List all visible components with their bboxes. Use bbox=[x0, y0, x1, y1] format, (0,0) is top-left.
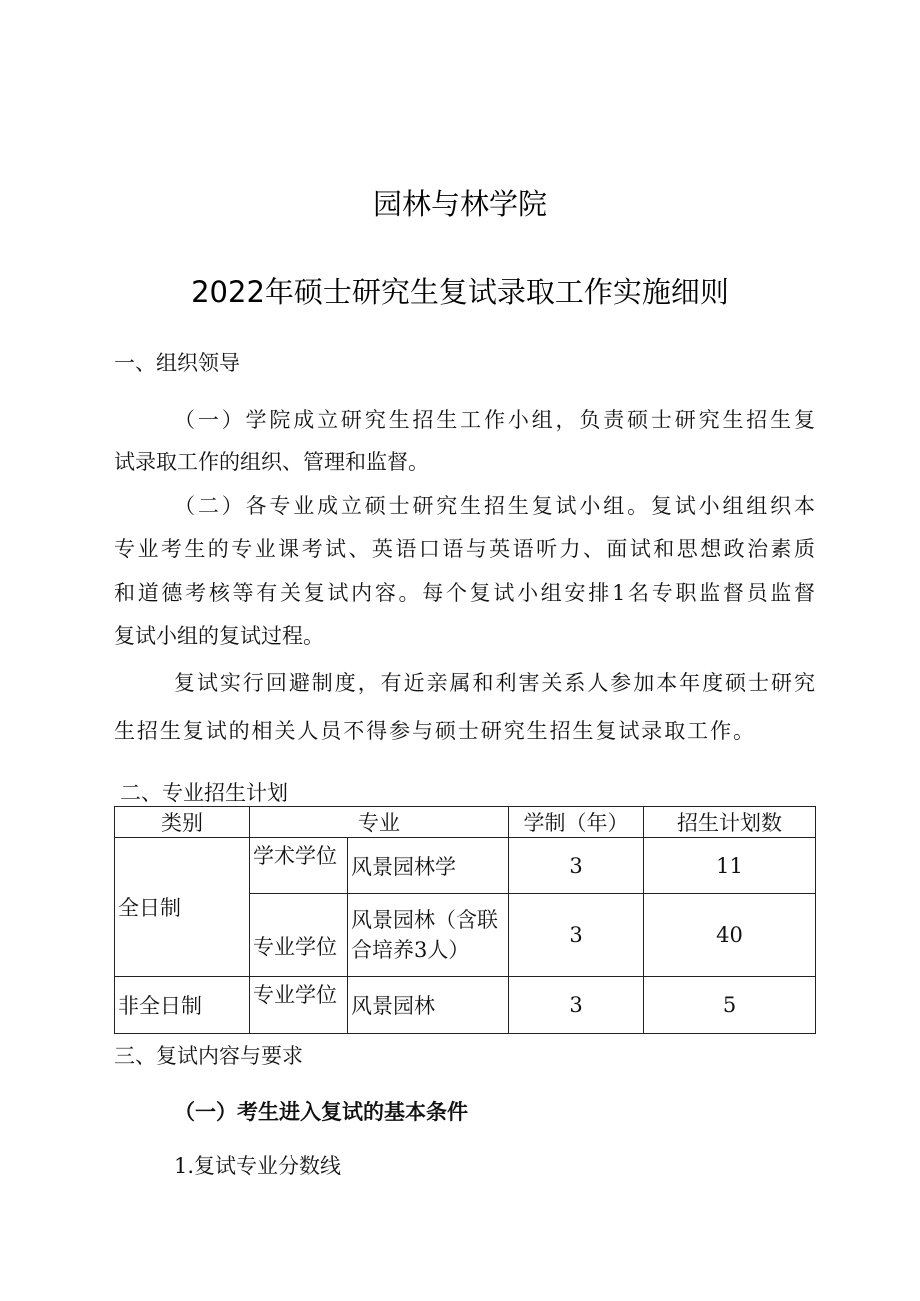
paragraph-line: （一）学院成立研究生招生工作小组，负责硕士研究生招生复 bbox=[174, 408, 815, 432]
quota-value: 11 bbox=[644, 838, 816, 894]
degree-type: 专业学位 bbox=[250, 894, 348, 977]
paragraph-line: （二）各专业成立硕士研究生招生复试小组。复试小组组织本 bbox=[174, 494, 815, 518]
degree-type: 专业学位 bbox=[250, 977, 348, 1034]
paragraph-line: 复试实行回避制度，有近亲属和利害关系人参加本年度硕士研究 bbox=[174, 671, 815, 695]
major-name: 风景园林学 bbox=[348, 838, 509, 894]
quota-value: 5 bbox=[644, 977, 816, 1034]
table-row bbox=[115, 977, 816, 1034]
major-name: 风景园林 bbox=[348, 977, 509, 1034]
degree-type: 学术学位 bbox=[250, 838, 348, 894]
years-value: 3 bbox=[509, 838, 644, 894]
paragraph-line: 和道德考核等有关复试内容。每个复试小组安排1名专职监督员监督 bbox=[114, 581, 815, 605]
document-title: 园林与林学院 bbox=[372, 187, 547, 221]
paragraph-line: 复试小组的复试过程。 bbox=[114, 624, 324, 648]
subsection-heading: （一）考生进入复试的基本条件 bbox=[174, 1099, 468, 1124]
table-row bbox=[115, 838, 816, 894]
paragraph-line: 生招生复试的相关人员不得参与硕士研究生招生复试录取工作。 bbox=[114, 719, 754, 743]
section-heading-plan: 二、专业招生计划 bbox=[120, 781, 288, 805]
category-full-time: 全日制 bbox=[115, 838, 250, 977]
category-part-time: 非全日制 bbox=[115, 977, 250, 1034]
document-subtitle: 2022年硕士研究生复试录取工作实施细则 bbox=[191, 275, 729, 309]
paragraph-line: 试录取工作的组织、管理和监督。 bbox=[114, 450, 429, 474]
header-category: 类别 bbox=[115, 807, 250, 838]
years-value: 3 bbox=[509, 977, 644, 1034]
major-name: 风景园林（含联合培养3人） bbox=[348, 894, 509, 977]
enrollment-plan-table bbox=[114, 806, 816, 1034]
list-item: 1.复试专业分数线 bbox=[174, 1154, 342, 1178]
header-years: 学制（年） bbox=[509, 807, 644, 838]
quota-value: 40 bbox=[644, 894, 816, 977]
years-value: 3 bbox=[509, 894, 644, 977]
header-quota: 招生计划数 bbox=[644, 807, 816, 838]
paragraph-line: 专业考生的专业课考试、英语口语与英语听力、面试和思想政治素质 bbox=[114, 537, 815, 561]
table-header-row bbox=[115, 807, 816, 838]
section-heading-requirements: 三、复试内容与要求 bbox=[114, 1044, 303, 1068]
section-heading-organization: 一、组织领导 bbox=[114, 351, 240, 375]
header-major: 专业 bbox=[250, 807, 509, 838]
